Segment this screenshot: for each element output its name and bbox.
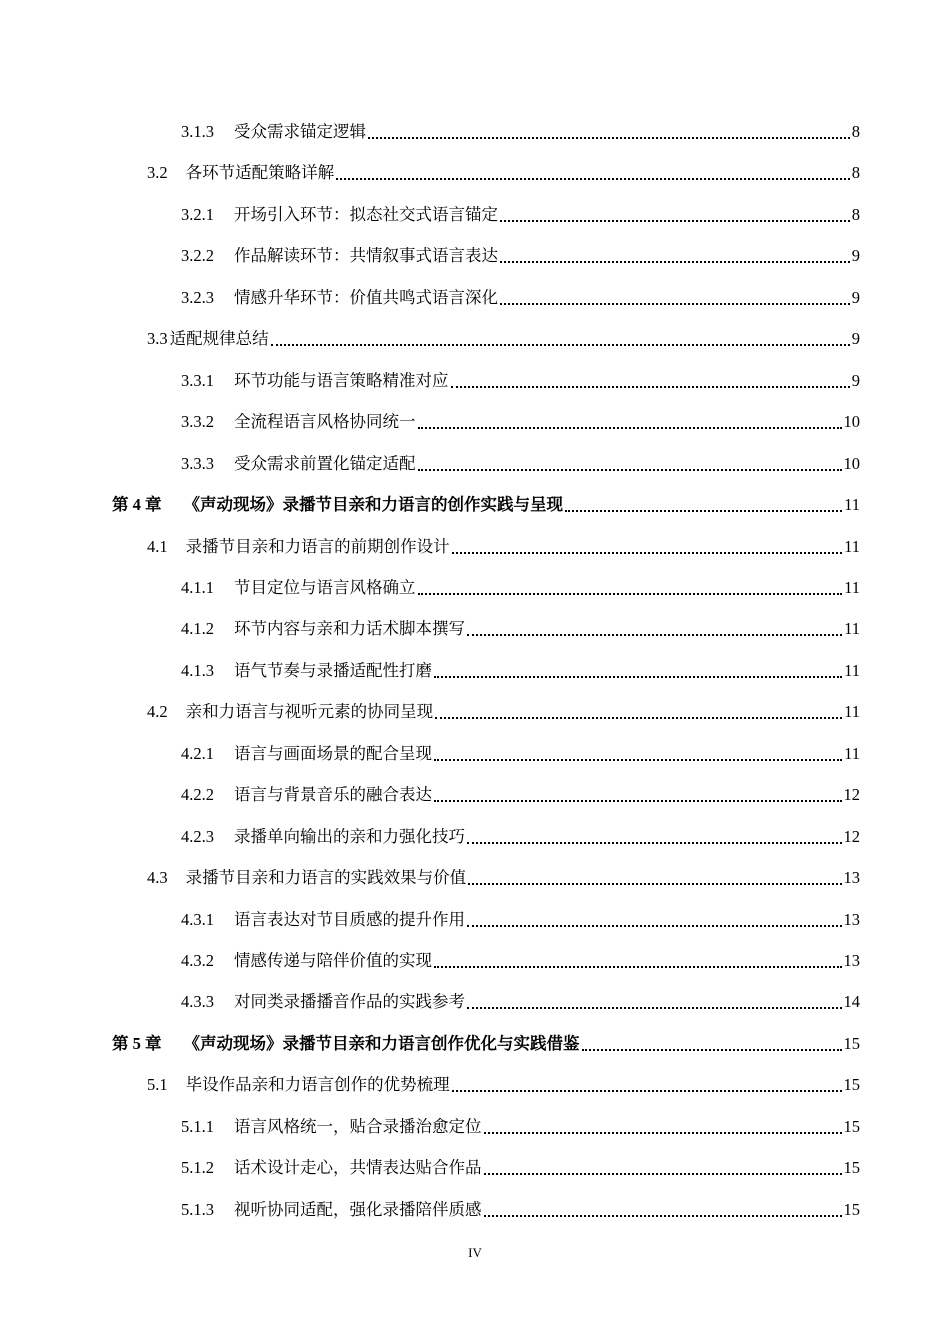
- toc-entry-page-number: 13: [843, 910, 860, 929]
- toc-entry-page-number: 15: [843, 1200, 860, 1219]
- toc-entry-title: 受众需求锚定逻辑: [234, 122, 366, 141]
- toc-entry-number: 3.1.3: [181, 122, 214, 141]
- dot-leader: [434, 966, 842, 968]
- dot-leader: [418, 593, 843, 595]
- toc-entry-title: 全流程语言风格协同统一: [234, 412, 416, 431]
- toc-entry-title: 录播节目亲和力语言的前期创作设计: [185, 537, 450, 556]
- toc-entry-page-number: 11: [844, 744, 860, 763]
- toc-entry-number: 4.1.1: [181, 578, 214, 597]
- toc-entry-title: 各环节适配策略详解: [185, 163, 335, 182]
- toc-entry-number: 5.1.2: [181, 1158, 214, 1177]
- toc-entry[interactable]: [181, 1106, 860, 1147]
- toc-entry[interactable]: [181, 940, 860, 981]
- dot-leader: [467, 925, 842, 927]
- dot-leader: [452, 552, 842, 554]
- dot-leader: [435, 717, 842, 719]
- dot-leader: [418, 469, 842, 471]
- dot-leader: [336, 178, 850, 180]
- toc-entry-page-number: 9: [851, 246, 860, 265]
- toc-entry-number: 5.1: [147, 1075, 168, 1094]
- toc-entry-title: 录播节目亲和力语言的实践效果与价值: [185, 868, 467, 887]
- page-number-footer: IV: [468, 1245, 482, 1260]
- dot-leader: [565, 510, 842, 512]
- toc-entry-title: 毕设作品亲和力语言创作的优势梳理: [185, 1075, 450, 1094]
- dot-leader: [467, 842, 842, 844]
- toc-entry-number: 4.2.1: [181, 744, 214, 763]
- toc-entry-page-number: 9: [851, 288, 860, 307]
- toc-entry[interactable]: [181, 360, 860, 401]
- toc-entry-title: 情感传递与陪伴价值的实现: [234, 951, 432, 970]
- toc-entry-title: 作品解读环节：共情叙事式语言表达: [234, 246, 498, 265]
- toc-entry-title: 视听协同适配，强化录播陪伴质感: [234, 1200, 482, 1219]
- toc-entry-page-number: 15: [843, 1158, 860, 1177]
- dot-leader: [468, 883, 841, 885]
- toc-entry[interactable]: [181, 733, 860, 774]
- toc-entry-title: 《声动现场》录播节目亲和力语言创作优化与实践借鉴: [183, 1034, 580, 1053]
- toc-entry-number: 4.2.2: [181, 785, 214, 804]
- toc-entry-page-number: 13: [843, 868, 860, 887]
- toc-entry[interactable]: [181, 899, 860, 940]
- toc-entry-page-number: 11: [844, 495, 860, 514]
- toc-entry-title: 环节内容与亲和力话术脚本撰写: [234, 619, 465, 638]
- toc-entry-title: 情感升华环节：价值共鸣式语言深化: [234, 288, 498, 307]
- toc-entry-title: 节目定位与语言风格确立: [234, 578, 416, 597]
- toc-entry-title: 录播单向输出的亲和力强化技巧: [234, 827, 465, 846]
- dot-leader: [434, 800, 842, 802]
- toc-entry[interactable]: [181, 650, 860, 691]
- toc-entry-number: 3.2: [147, 163, 168, 182]
- dot-leader: [368, 137, 850, 139]
- toc-entry-page-number: 11: [844, 702, 860, 721]
- toc-entry-page-number: 11: [844, 619, 860, 638]
- dot-leader: [452, 1090, 842, 1092]
- dot-leader: [271, 344, 850, 346]
- toc-entry[interactable]: [181, 567, 860, 608]
- toc-entry-number: 5.1.1: [181, 1117, 214, 1136]
- toc-entry-page-number: 14: [843, 992, 860, 1011]
- toc-entry-number: 4.3: [147, 868, 168, 887]
- dot-leader: [582, 1049, 842, 1051]
- toc-entry-number: 4.3.2: [181, 951, 214, 970]
- toc-entry[interactable]: [181, 816, 860, 857]
- toc-entry-number: 4.3.1: [181, 910, 214, 929]
- toc-entry-page-number: 8: [851, 163, 860, 182]
- toc-entry-number: 4.1.2: [181, 619, 214, 638]
- toc-entry-page-number: 15: [843, 1117, 860, 1136]
- toc-entry[interactable]: [112, 484, 860, 525]
- toc-entry-title: 语言风格统一，贴合录播治愈定位: [234, 1117, 482, 1136]
- toc-entry-title: 环节功能与语言策略精准对应: [234, 371, 449, 390]
- toc-entry[interactable]: [181, 401, 860, 442]
- toc-entry-number: 5.1.3: [181, 1200, 214, 1219]
- toc-entry-number: 4.1.3: [181, 661, 214, 680]
- toc-entry[interactable]: [181, 1189, 860, 1230]
- toc-entry[interactable]: [147, 152, 860, 193]
- dot-leader: [434, 676, 842, 678]
- toc-entry-title: 亲和力语言与视听元素的协同呈现: [185, 702, 434, 721]
- dot-leader: [467, 1007, 842, 1009]
- toc-entry-page-number: 11: [844, 578, 860, 597]
- toc-entry[interactable]: [181, 443, 860, 484]
- toc-entry-page-number: 12: [843, 827, 860, 846]
- toc-entry-page-number: 10: [843, 454, 860, 473]
- toc-entry-number: 第 4 章: [112, 495, 162, 514]
- toc-entry-number: 4.2.3: [181, 827, 214, 846]
- toc-entry-title: 语言表达对节目质感的提升作用: [234, 910, 465, 929]
- toc-entry-title: 语气节奏与录播适配性打磨: [234, 661, 432, 680]
- toc-entry-number: 4.2: [147, 702, 168, 721]
- toc-entry-number: 3.2.1: [181, 205, 214, 224]
- toc-entry[interactable]: [181, 774, 860, 815]
- toc-entry-number: 3.3: [147, 329, 168, 348]
- toc-entry[interactable]: [147, 1064, 860, 1105]
- dot-leader: [484, 1173, 842, 1175]
- toc-entry-page-number: 15: [843, 1075, 860, 1094]
- toc-entry-number: 3.3.1: [181, 371, 214, 390]
- toc-entry[interactable]: [181, 194, 860, 235]
- toc-entry-page-number: 11: [844, 537, 860, 556]
- toc-entry-number: 3.2.3: [181, 288, 214, 307]
- dot-leader: [500, 220, 850, 222]
- toc-entry-page-number: 13: [843, 951, 860, 970]
- toc-entry-number: 3.2.2: [181, 246, 214, 265]
- toc-entry-title: 开场引入环节：拟态社交式语言锚定: [234, 205, 498, 224]
- toc-entry-title: 适配规律总结: [169, 329, 269, 348]
- toc-entry[interactable]: [147, 526, 860, 567]
- toc-entry-number: 3.3.3: [181, 454, 214, 473]
- dot-leader: [484, 1132, 842, 1134]
- toc-entry-number: 第 5 章: [112, 1034, 162, 1053]
- toc-entry[interactable]: [147, 857, 860, 898]
- toc-entry-page-number: 9: [851, 371, 860, 390]
- toc-entry-page-number: 12: [843, 785, 860, 804]
- toc-entry-number: 4.3.3: [181, 992, 214, 1011]
- toc-entry-title: 受众需求前置化锚定适配: [234, 454, 416, 473]
- toc-entry[interactable]: [181, 235, 860, 276]
- dot-leader: [451, 386, 850, 388]
- toc-entry-title: 对同类录播播音作品的实践参考: [234, 992, 465, 1011]
- toc-entry-page-number: 8: [851, 122, 860, 141]
- dot-leader: [467, 634, 842, 636]
- toc-entry-page-number: 11: [844, 661, 860, 680]
- toc-entry[interactable]: [147, 318, 860, 359]
- toc-entry[interactable]: [147, 691, 860, 732]
- toc-entry[interactable]: [181, 277, 860, 318]
- toc-entry-number: 4.1: [147, 537, 168, 556]
- toc-entry[interactable]: [181, 111, 860, 152]
- dot-leader: [418, 427, 842, 429]
- dot-leader: [434, 759, 842, 761]
- toc-entry[interactable]: [181, 981, 860, 1022]
- toc-entry-number: 3.3.2: [181, 412, 214, 431]
- toc-entry-title: 《声动现场》录播节目亲和力语言的创作实践与呈现: [183, 495, 563, 514]
- toc-entry-title: 语言与画面场景的配合呈现: [234, 744, 432, 763]
- toc-entry-page-number: 10: [843, 412, 860, 431]
- toc-entry[interactable]: [181, 608, 860, 649]
- dot-leader: [500, 261, 850, 263]
- toc-entry-page-number: 9: [851, 329, 860, 348]
- toc-entry[interactable]: [181, 1147, 860, 1188]
- toc-entry-title: 语言与背景音乐的融合表达: [234, 785, 432, 804]
- dot-leader: [484, 1215, 842, 1217]
- dot-leader: [500, 303, 850, 305]
- toc-entry-title: 话术设计走心，共情表达贴合作品: [234, 1158, 482, 1177]
- toc-entry-page-number: 15: [843, 1034, 860, 1053]
- toc-entry[interactable]: [112, 1023, 860, 1064]
- toc-entry-page-number: 8: [851, 205, 860, 224]
